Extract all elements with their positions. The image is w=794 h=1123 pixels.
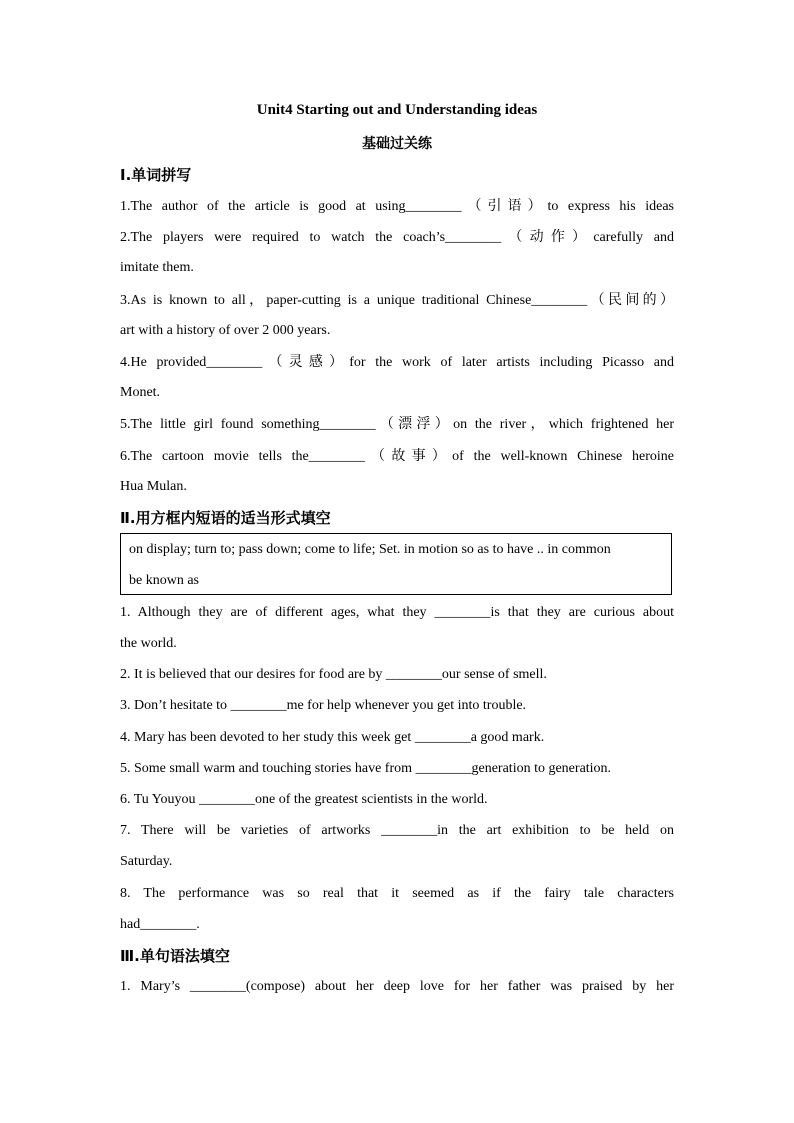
chinese-hint: （引语） bbox=[461, 198, 548, 214]
question-text: 6. Tu Youyou bbox=[120, 792, 199, 807]
line-text: the world. bbox=[120, 636, 177, 651]
question-line bbox=[120, 696, 674, 716]
question-text: 1.The author of the article is good at using bbox=[120, 199, 406, 214]
question-text: 4.He provided bbox=[120, 355, 207, 370]
answer-blank[interactable]: ________ bbox=[445, 230, 502, 245]
phrase-box bbox=[120, 533, 672, 595]
question-text: 5. Some small warm and touching stories have from bbox=[120, 761, 416, 776]
question-text-tail: carefully and bbox=[593, 230, 675, 245]
page-subtitle: 基础过关练 bbox=[362, 136, 432, 152]
question-line bbox=[120, 321, 674, 341]
question-text-tail: our sense of smell. bbox=[441, 667, 547, 682]
question-text-tail: . bbox=[196, 917, 200, 932]
phrase-box-line-2: be known as bbox=[129, 573, 199, 588]
line-text: Monet. bbox=[120, 385, 161, 400]
question-text-tail: one of the greatest scientists in the world. bbox=[255, 792, 488, 807]
chinese-hint: （动作） bbox=[501, 229, 594, 245]
question-text-tail: generation to generation. bbox=[471, 761, 612, 776]
answer-blank[interactable]: ________ bbox=[415, 761, 472, 776]
question-text: 8. The performance was so real that it seemed as if the fairy tale characters bbox=[120, 886, 674, 901]
question-text: had bbox=[120, 917, 141, 932]
line-text: art with a history of over 2 000 years. bbox=[120, 323, 331, 338]
question-text: 2.The players were required to watch the coach’s bbox=[120, 230, 446, 245]
question-text-tail: a good mark. bbox=[470, 730, 545, 745]
section-heading-3: Ⅲ.单句语法填空 bbox=[120, 947, 230, 965]
question-line bbox=[120, 759, 674, 779]
question-line bbox=[120, 884, 674, 904]
question-line bbox=[120, 227, 674, 247]
answer-blank[interactable]: ________ bbox=[434, 605, 491, 620]
question-line bbox=[120, 352, 674, 372]
answer-blank[interactable]: ________ bbox=[385, 667, 442, 682]
answer-blank[interactable]: ________ bbox=[206, 355, 263, 370]
phrase-box-line-1: on display; turn to; pass down; come to life; Set. in motion so as to have .. in common bbox=[129, 542, 611, 557]
answer-blank[interactable]: ________ bbox=[405, 199, 462, 214]
question-line bbox=[120, 977, 674, 997]
question-line bbox=[120, 915, 674, 935]
question-text-tail: is that they are curious about bbox=[490, 605, 675, 620]
question-line bbox=[120, 477, 674, 497]
chinese-hint: （灵感） bbox=[262, 354, 350, 370]
answer-blank[interactable]: ________ bbox=[230, 698, 287, 713]
question-text: 1. Although they are of different ages, what they bbox=[120, 605, 435, 620]
question-line bbox=[120, 290, 674, 310]
answer-blank[interactable]: ________ bbox=[199, 792, 255, 807]
question-line bbox=[120, 258, 674, 278]
question-text: 3. Don’t hesitate to bbox=[120, 698, 231, 713]
answer-blank[interactable]: ________ bbox=[189, 979, 246, 994]
question-text-tail: on the river，which frightened her bbox=[453, 417, 675, 432]
chinese-hint: （故事） bbox=[364, 448, 453, 464]
question-line bbox=[120, 728, 674, 748]
question-line bbox=[120, 383, 674, 403]
question-text: 2. It is believed that our desires for food are by bbox=[120, 667, 386, 682]
question-text: 3.As is known to all，paper-cutting is a unique traditional Chinese bbox=[120, 293, 532, 308]
question-line bbox=[120, 414, 674, 434]
question-text: 4. Mary has been devoted to her study this week get bbox=[120, 730, 415, 745]
line-text: imitate them. bbox=[120, 260, 194, 275]
answer-blank[interactable]: ________ bbox=[319, 417, 376, 432]
question-line bbox=[120, 446, 674, 466]
section-heading-2: Ⅱ.用方框内短语的适当形式填空 bbox=[120, 509, 331, 527]
line-text: Saturday. bbox=[120, 854, 173, 869]
question-text: 5.The little girl found something bbox=[120, 417, 320, 432]
question-line bbox=[120, 603, 674, 623]
answer-blank[interactable]: ________ bbox=[308, 449, 365, 464]
question-text-tail: for the work of later artists including Picasso and bbox=[349, 355, 674, 370]
question-text-tail: of the well-known Chinese heroine bbox=[452, 449, 674, 464]
page-title: Unit4 Starting out and Understanding ideas bbox=[256, 102, 538, 118]
question-line bbox=[120, 665, 674, 685]
question-line bbox=[120, 634, 674, 654]
question-line bbox=[120, 196, 674, 216]
question-line bbox=[120, 790, 674, 810]
question-text: 7. There will be varieties of artworks bbox=[120, 823, 382, 838]
answer-blank[interactable]: ________ bbox=[531, 293, 588, 308]
question-text-tail: (compose) about her deep love for her father was praised by her bbox=[245, 979, 674, 994]
question-text-tail: to express his ideas bbox=[547, 199, 675, 214]
answer-blank[interactable]: ________ bbox=[414, 730, 471, 745]
question-text-tail: in the art exhibition to be held on bbox=[437, 823, 674, 838]
question-line bbox=[120, 821, 674, 841]
question-line bbox=[120, 852, 674, 872]
answer-blank[interactable]: ________ bbox=[381, 823, 438, 838]
question-text: 6.The cartoon movie tells the bbox=[120, 449, 309, 464]
chinese-hint: （民间的） bbox=[587, 292, 675, 308]
section-heading-1: Ⅰ.单词拼写 bbox=[120, 166, 192, 184]
question-text-tail: me for help whenever you get into trouble. bbox=[286, 698, 527, 713]
line-text: Hua Mulan. bbox=[120, 479, 187, 494]
chinese-hint: （漂浮） bbox=[375, 416, 454, 432]
question-text: 1. Mary’s bbox=[120, 979, 190, 994]
answer-blank[interactable]: ________ bbox=[140, 917, 197, 932]
